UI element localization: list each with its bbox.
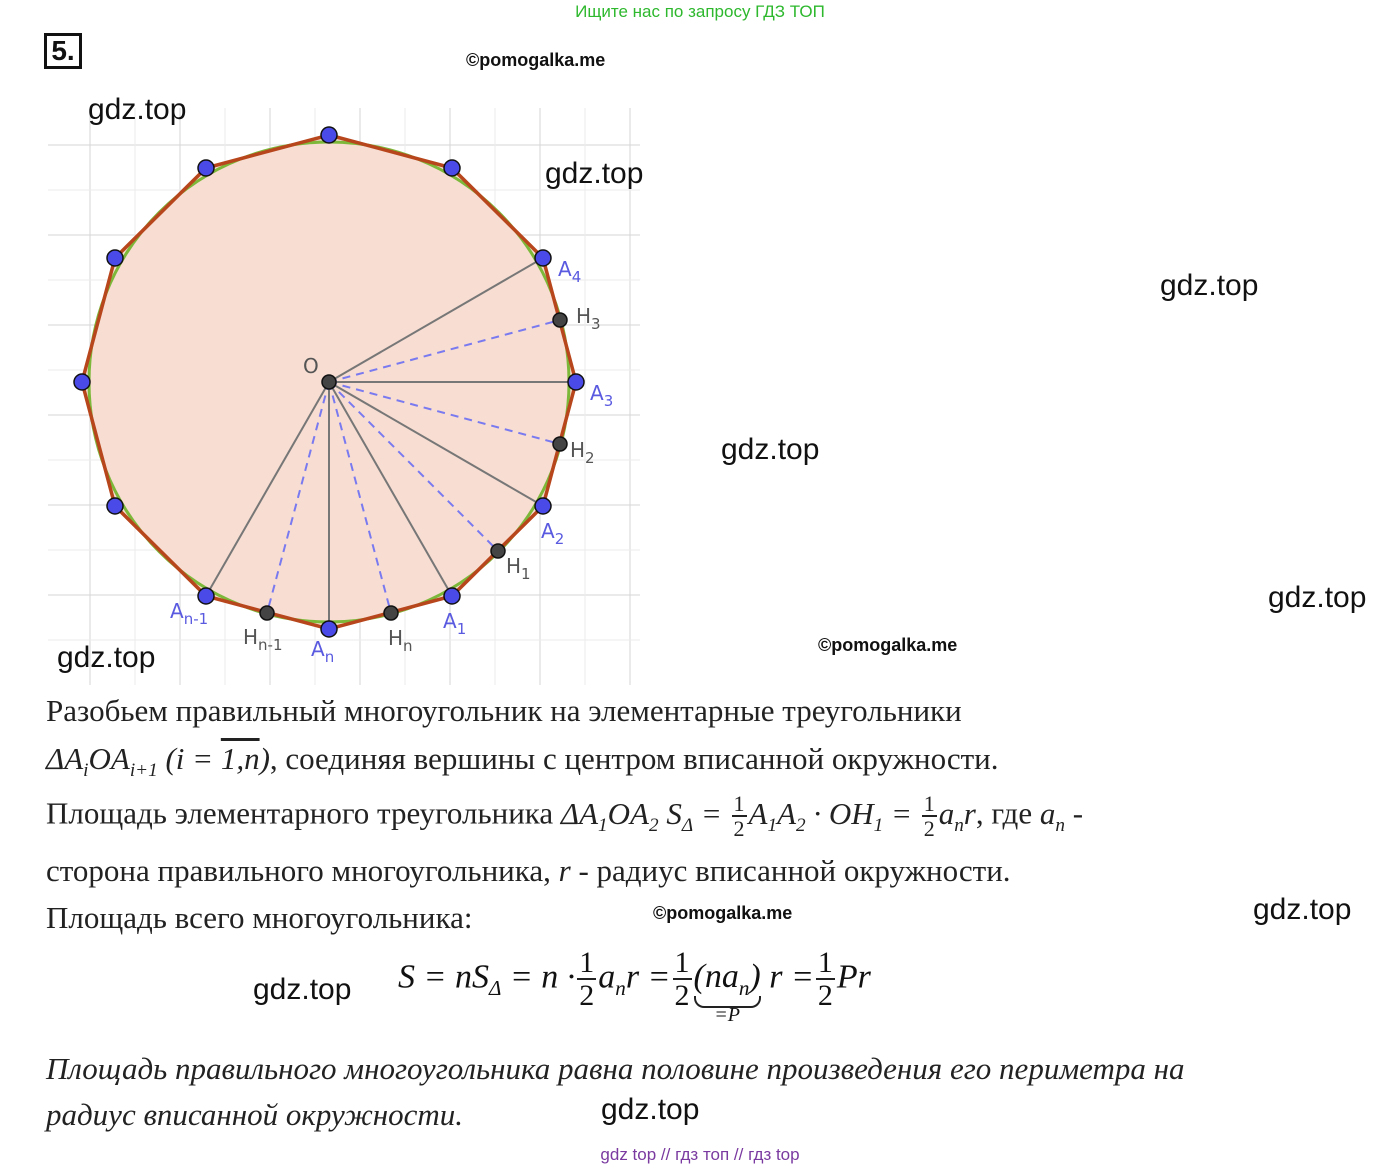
gdz-watermark: gdz.top <box>1268 581 1367 614</box>
top-banner: Ищите нас по запросу ГДЗ ТОП <box>575 2 825 21</box>
label-an: $A_n$ <box>311 637 335 666</box>
solution-line-5: Площадь всего многоугольника: <box>46 900 473 935</box>
label-a4: $A_4$ <box>558 257 582 286</box>
gdz-watermark: gdz.top <box>721 433 820 466</box>
area-formula: $S = nS_\Delta = n$ · $\frac{1}{2}$ $a_nr$ = $\frac{1}{2}$ $(na_n)$ =P r = $\frac{1}{2}$ Pr <box>398 946 871 1027</box>
gdz-watermark: gdz.top <box>57 641 156 674</box>
solution-line-1: Разобьем правильный многоугольник на элементарные треугольники <box>46 693 962 728</box>
task-number: 5. <box>44 33 82 69</box>
label-a2: $A_2$ <box>541 519 565 548</box>
gdz-watermark: gdz.top <box>1253 893 1352 926</box>
conclusion-line-2: радиус вписанной окружности. <box>46 1097 464 1132</box>
copyright-watermark: ©pomogalka.me <box>466 50 606 70</box>
label-hn1: $H_{n-1}$ <box>243 625 283 654</box>
label-o: O <box>303 354 319 378</box>
triangle-notation: $\Delta A_iOA_{i+1}$ (i = 1,n) <box>46 741 270 782</box>
gdz-watermark: gdz.top <box>545 157 644 190</box>
label-a1: $A_1$ <box>443 609 467 638</box>
solution-line-2: $\Delta A_iOA_{i+1}$ (i = 1,n), соединяя вершины с центром вписанной окружности. <box>46 741 999 782</box>
gdz-watermark: gdz.top <box>88 93 187 126</box>
solution-line-3: Площадь элементарного треугольника $\Delta A_1OA_2$ $S_\Delta$ = $\frac{1}{2}$ $A_1A_2 \cdot OH_1$ = $\frac{1}{2}$ $a_nr$, где $a_n$ - <box>46 791 1084 841</box>
perimeter-brace-label: =P <box>714 1004 740 1027</box>
gdz-watermark: gdz.top <box>1160 269 1259 302</box>
label-h2: $H_2$ <box>570 438 595 467</box>
copyright-watermark: ©pomogalka.me <box>818 635 958 655</box>
solution-line-4: сторона правильного многоугольника, r - радиус вписанной окружности. <box>46 853 1011 888</box>
conclusion-line-1: Площадь правильного многоугольника равна половине произведения его периметра на <box>46 1051 1185 1086</box>
gdz-watermark: gdz.top <box>253 973 352 1006</box>
polygon-figure <box>48 108 648 688</box>
label-a3: $A_3$ <box>590 381 614 410</box>
label-h3: $H_3$ <box>576 304 601 333</box>
label-an1: $A_{n-1}$ <box>170 599 209 628</box>
gdz-watermark: gdz.top <box>601 1093 700 1126</box>
label-hn: $H_n$ <box>388 626 413 655</box>
footer-links: gdz top // гдз топ // гдз top <box>600 1145 800 1164</box>
copyright-watermark: ©pomogalka.me <box>653 903 793 923</box>
label-h1: $H_1$ <box>506 554 531 583</box>
